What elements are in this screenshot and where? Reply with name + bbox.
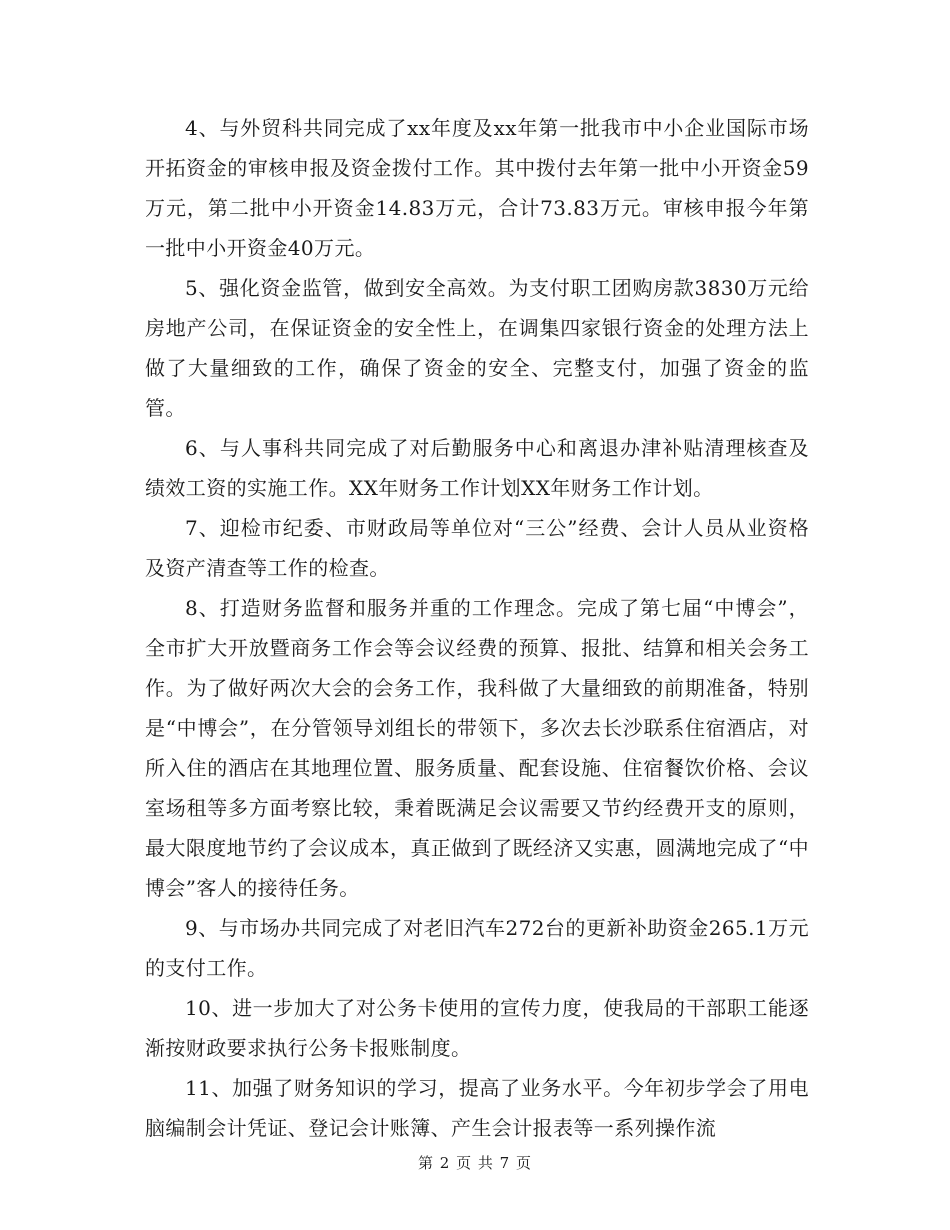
- page-number-footer: 第 2 页 共 7 页: [418, 1154, 532, 1172]
- paragraph-item-5: 5、强化资金监管，做到安全高效。为支付职工团购房款3830万元给房地产公司，在保证资金的安全性上，在调集四家银行资金的处理方法上做了大量细致的工作，确保了资金的安全、完整支付，加强了资金的监管。: [145, 276, 809, 420]
- document-body: [145, 108, 809, 1148]
- paragraph-item-11: 11、加强了财务知识的学习，提高了业务水平。今年初步学会了用电脑编制会计凭证、登记会计账簿、产生会计报表等一系列操作流: [145, 1076, 809, 1140]
- paragraph-item-8: 8、打造财务监督和服务并重的工作理念。完成了第七届“中博会”，全市扩大开放暨商务工作会等会议经费的预算、报批、结算和相关会务工作。为了做好两次大会的会务工作，我科做了大量细致的前期准备，特别是“中博会”，在分管领导刘组长的带领下，多次去长沙联系住宿酒店，对所入住的酒店在其地理位置、服务质量、配套设施、住宿餐饮价格、会议室场租等多方面考察比较，秉着既满足会议需要又节约经费开支的原则，最大限度地节约了会议成本，真正做到了既经济又实惠，圆满地完成了“中博会”客人的接待任务。: [145, 596, 809, 900]
- paragraph-item-6: 6、与人事科共同完成了对后勤服务中心和离退办津补贴清理核查及绩效工资的实施工作。XX年财务工作计划XX年财务工作计划。: [145, 436, 809, 500]
- paragraph-item-9: 9、与市场办共同完成了对老旧汽车272台的更新补助资金265.1万元的支付工作。: [145, 916, 809, 980]
- paragraph-item-4: 4、与外贸科共同完成了xx年度及xx年第一批我市中小企业国际市场开拓资金的审核申报及资金拨付工作。其中拨付去年第一批中小开资金59万元，第二批中小开资金14.83万元，合计73.83万元。审核申报今年第一批中小开资金40万元。: [145, 116, 809, 260]
- paragraph-item-7: 7、迎检市纪委、市财政局等单位对“三公”经费、会计人员从业资格及资产清查等工作的检查。: [145, 516, 809, 580]
- paragraph-item-10: 10、进一步加大了对公务卡使用的宣传力度，使我局的干部职工能逐渐按财政要求执行公务卡报账制度。: [145, 996, 809, 1060]
